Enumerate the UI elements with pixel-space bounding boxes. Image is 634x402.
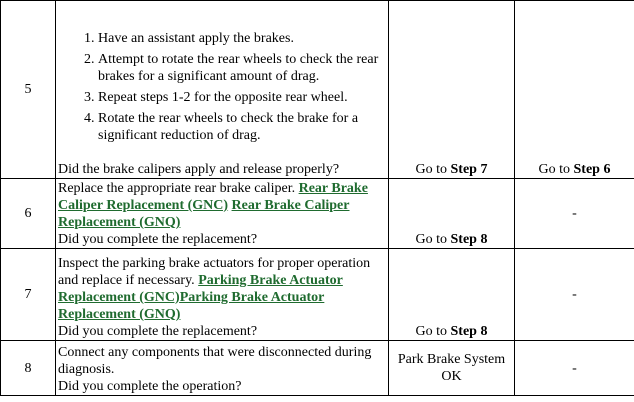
table-row — [1, 249, 634, 341]
table-row — [1, 179, 634, 249]
step-number: 7 — [1, 249, 56, 341]
no-cell: - — [515, 249, 634, 341]
actuator-replacement-gnc-link[interactable]: Parking Brake Actuator Replacement (GNC) — [58, 273, 343, 305]
action-cell — [56, 341, 389, 396]
yes-step-target: Step 8 — [450, 324, 488, 339]
list-item: 4. Rotate the rear wheels to check the brake for a significant reduction of drag. — [98, 110, 386, 144]
step-number: 8 — [1, 341, 56, 396]
action-cell — [56, 249, 389, 341]
question-text: Did the brake calipers apply and release properly? — [58, 162, 340, 177]
yes-cell — [389, 1, 515, 179]
no-cell: - — [515, 341, 634, 396]
step-number: 6 — [1, 179, 56, 249]
yes-cell — [389, 249, 515, 341]
caliper-replacement-gnc-link[interactable]: Rear Brake Caliper Replacement (GNC) — [58, 181, 368, 213]
yes-step-target: Step 7 — [450, 162, 488, 177]
yes-prefix: Go to — [415, 162, 451, 177]
action-text: Replace the appropriate rear brake caliper. Rear Brake Caliper Replacement (GNC) Rear Brake Caliper Replacement (GNQ) — [58, 181, 368, 230]
yes-step-target: Step 8 — [450, 232, 488, 247]
table-row — [1, 1, 634, 179]
question-text: Did you complete the replacement? — [58, 232, 258, 247]
yes-prefix: Go to — [415, 324, 451, 339]
question-text: Did you complete the operation? — [58, 379, 242, 394]
step-number: 5 — [1, 1, 56, 179]
action-text: Inspect the parking brake actuators for proper operation and replace if necessary. Parking Brake Actuator Replacement (GNC)Parking Brake Actuator Replacement (GNQ) — [58, 256, 371, 322]
no-cell — [515, 1, 634, 179]
action-cell — [56, 1, 389, 179]
yes-cell: Park Brake System OK — [389, 341, 515, 396]
table-row — [1, 341, 634, 396]
list-item: 2. Attempt to rotate the rear wheels to check the rear brakes for a significant amount of drag. — [98, 51, 386, 85]
no-prefix: Go to — [538, 162, 574, 177]
list-item: 1. Have an assistant apply the brakes. — [98, 30, 386, 47]
question-text: Did you complete the replacement? — [58, 324, 258, 339]
procedure-list — [58, 18, 386, 161]
no-cell: - — [515, 179, 634, 249]
caliper-replacement-gnq-link[interactable]: Rear Brake Caliper Replacement (GNQ) — [58, 198, 350, 230]
action-cell — [56, 179, 389, 249]
list-item: 3. Repeat steps 1-2 for the opposite rear wheel. — [98, 89, 386, 106]
yes-prefix: Go to — [415, 232, 451, 247]
yes-cell — [389, 179, 515, 249]
action-text: Connect any components that were disconnected during diagnosis. — [58, 345, 372, 377]
actuator-replacement-gnq-link[interactable]: Parking Brake Actuator Replacement (GNQ) — [58, 290, 325, 322]
no-step-target: Step 6 — [573, 162, 611, 177]
